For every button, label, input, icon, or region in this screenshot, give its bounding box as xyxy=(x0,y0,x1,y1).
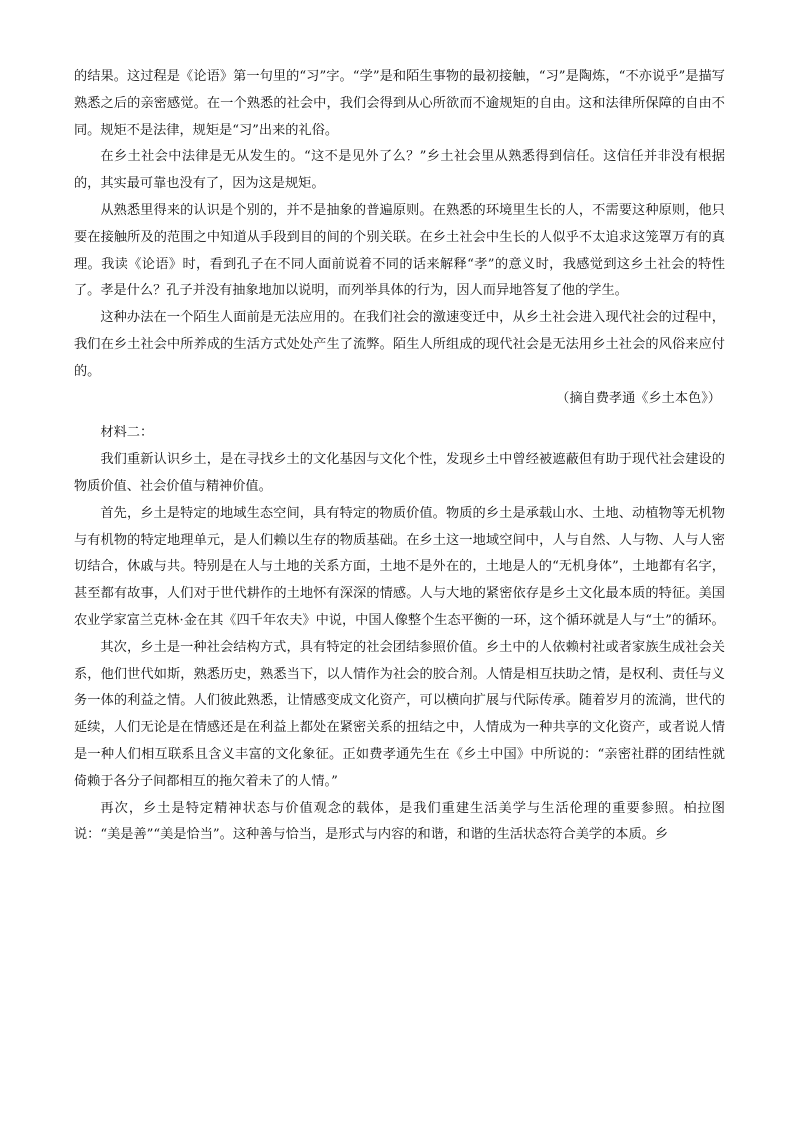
paragraph: 在乡土社会中法律是无从发生的。“这不是见外了么？”乡土社会里从熟悉得到信任。这信任并非没有根据的，其实最可靠也没有了，因为这是规矩。 xyxy=(74,149,725,192)
paragraph: 这种办法在一个陌生人面前是无法应用的。在我们社会的激速变迁中，从乡土社会进入现代社会的过程中，我们在乡土社会中所养成的生活方式处处产生了流弊。陌生人所组成的现代社会是无法用乡土社会的风俗来应付的。 xyxy=(74,310,725,379)
paragraph-continuation: 的结果。这过程是《论语》第一句里的“习”字。“学”是和陌生事物的最初接触，“习”是陶炼，“不亦说乎”是描写熟悉之后的亲密感觉。在一个熟悉的社会中，我们会得到从心所欲而不逾规矩的自由。这和法律所保障的自由不同。规矩不是法律，规矩是“习”出来的礼俗。 xyxy=(74,69,725,138)
document-page xyxy=(74,64,725,849)
paragraph: 从熟悉里得来的认识是个别的，并不是抽象的普遍原则。在熟悉的环境里生长的人，不需要这种原则，他只要在接触所及的范围之中知道从手段到目的间的个别关联。在乡土社会中生长的人似乎不太追求这笼罩万有的真理。我读《论语》时，看到孔子在不同人面前说着不同的话来解释“孝”的意义时，我感觉到这乡土社会的特性了。孝是什么？孔子并没有抽象地加以说明，而列举具体的行为，因人而异地答复了他的学生。 xyxy=(74,202,725,299)
spacer xyxy=(74,412,725,420)
paragraph: 我们重新认识乡土，是在寻找乡土的文化基因与文化个性，发现乡土中曾经被遮蔽但有助于现代社会建设的物质价值、社会价值与精神价值。 xyxy=(74,452,725,494)
paragraph: 再次，乡土是特定精神状态与价值观念的载体，是我们重建生活美学与生活伦理的重要参照。柏拉图说：“美是善”“美是恰当”。这种善与恰当，是形式与内容的和谐，和谐的生活状态符合美学的本质。乡 xyxy=(74,800,725,843)
paragraph: 其次，乡土是一种社会结构方式，具有特定的社会团结参照价值。乡土中的人依赖村社或者家族生成社会关系，他们世代如斯，熟悉历史，熟悉当下，以人情作为社会的胶合剂。人情是相互扶助之情，是权利、责任与义务一体的利益之情。人们彼此熟悉，让情感变成文化资产，可以横向扩展与代际传承。随着岁月的流淌，世代的延续，人们无论是在情感还是在利益上都处在紧密关系的扭结之中，人情成为一种共享的文化资产，或者说人情是一种人们相互联系且含义丰富的文化象征。正如费孝通先生在《乡土中国》中所说的：“亲密社群的团结性就倚赖于各分子间都相互的拖欠着未了的人情。” xyxy=(74,639,725,789)
source-citation: （摘自费孝通《乡土本色》） xyxy=(556,390,721,406)
section-heading: 材料二： xyxy=(100,425,154,441)
paragraph: 首先，乡土是特定的地域生态空间，具有特定的物质价值。物质的乡土是承载山水、土地、动植物等无机物与有机物的特定地理单元，是人们赖以生存的物质基础。在乡土这一地域空间中，人与自然、人与物、人与人密切结合，休戚与共。特别是在人与土地的关系方面，土地不是外在的，土地是人的“无机身体”，土地都有名字，甚至都有故事，人们对于世代耕作的土地怀有深深的情感。人与大地的紧密依存是乡土文化最本质的特征。美国农业学家富兰克林·金在其《四千年农夫》中说，中国人像整个生态平衡的一环，这个循环就是人与“土”的循环。 xyxy=(74,505,725,628)
